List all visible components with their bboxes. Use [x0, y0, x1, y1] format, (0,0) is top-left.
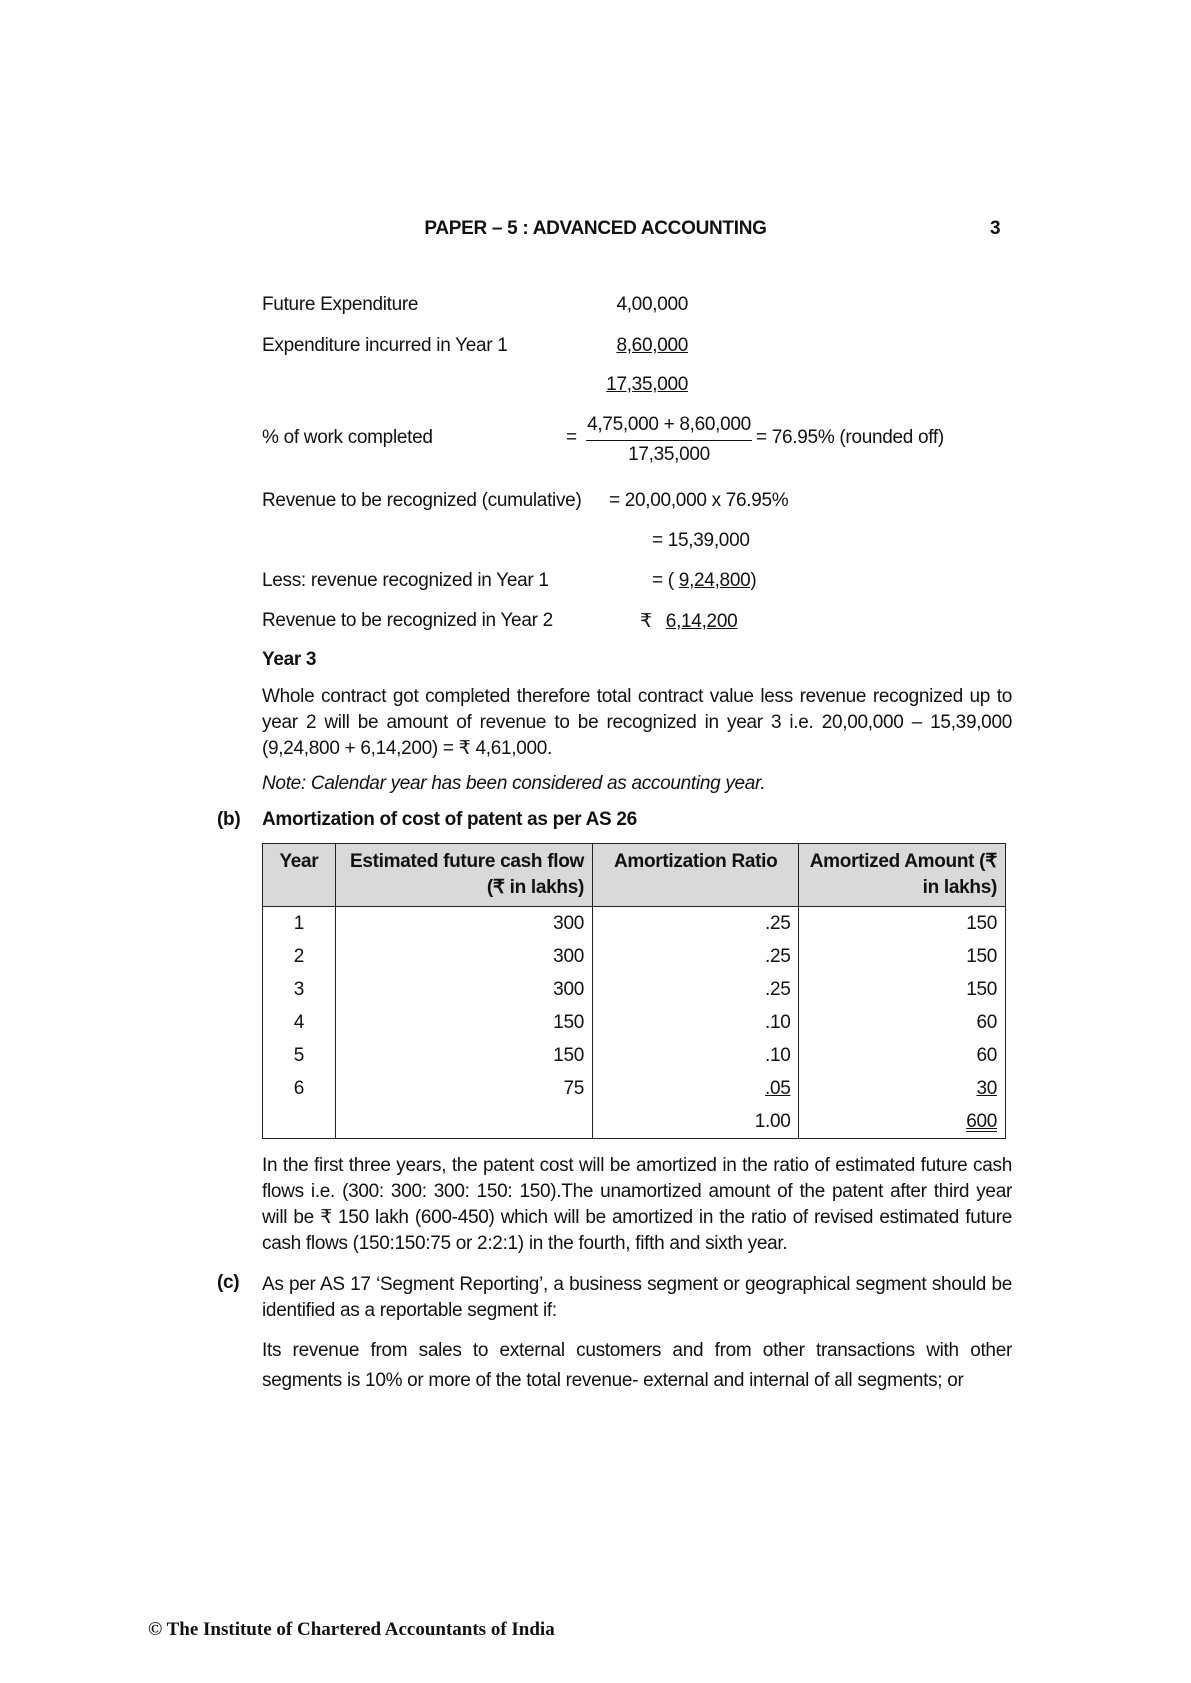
fraction-denominator: 17,35,000 [628, 444, 710, 465]
cell-amount: 60 [799, 1039, 1006, 1072]
fraction-numerator: 4,75,000 + 8,60,000 [587, 414, 751, 435]
footer-copyright: © The Institute of Chartered Accountants of India [148, 1619, 555, 1640]
cell-ratio: .10 [592, 1039, 799, 1072]
cell-ratio: .25 [592, 940, 799, 973]
cell-amount: 150 [799, 940, 1006, 973]
work-completed-equals: = [566, 427, 577, 448]
cell-ratio-wrap [592, 1072, 799, 1105]
less-revenue-year1-value [652, 570, 756, 592]
work-completed-result: = 76.95% (rounded off) [756, 427, 944, 448]
table-row [263, 1072, 1006, 1105]
future-expenditure-label: Future Expenditure [262, 294, 419, 315]
cell-year: 2 [263, 940, 336, 973]
cell-amount-total: 600 [966, 1111, 997, 1132]
year3-paragraph: Whole contract got completed therefore total contract value less revenue recognized up to year 2 will be amount of revenue to be recognized in year 3 i.e. 20,00,000 – 15,39,000 (9,24,800 + 6,14,200) = ₹ 4,61,000. [262, 686, 1012, 759]
revenue-cumulative-label: Revenue to be recognized (cumulative) [262, 490, 582, 511]
cell-cash-flow [335, 1105, 592, 1139]
header-amortized-amount: Amortized Amount (₹ in lakhs) [799, 844, 1006, 907]
cell-ratio: .25 [592, 907, 799, 941]
header-cash-flow: Estimated future cash flow (₹ in lakhs) [335, 844, 592, 907]
cell-ratio-total: 1.00 [592, 1105, 799, 1139]
section-c-paragraph-2: Its revenue from sales to external customers and from other transactions with other segments is 10% or more of the total revenue- external and internal of all segments; or [262, 1340, 1012, 1391]
table-row [263, 940, 1006, 973]
cell-year: 4 [263, 1006, 336, 1039]
cell-year: 3 [263, 973, 336, 1006]
cell-year: 5 [263, 1039, 336, 1072]
less-revenue-year1-label: Less: revenue recognized in Year 1 [262, 570, 549, 591]
expenditure-year1-label: Expenditure incurred in Year 1 [262, 335, 508, 356]
amortization-table [262, 843, 1006, 1139]
section-c-marker: (c) [217, 1272, 240, 1293]
cell-amount: 150 [799, 973, 1006, 1006]
cell-cash-flow: 300 [335, 973, 592, 1006]
cell-cash-flow: 150 [335, 1039, 592, 1072]
cell-amount: 30 [976, 1078, 997, 1099]
section-b-paragraph: In the first three years, the patent cost will be amortized in the ratio of estimated future cash flows i.e. (300: 300: 300: 150: 150).The unamortized amount of the patent after third year will be ₹ 150 lakh (600-450) which will be amortized in the ratio of revised estimated future cash flows (150:150:75 or 2:2:1) in the fourth, fifth and sixth year. [262, 1155, 1012, 1254]
revenue-year2-amount: 6,14,200 [665, 611, 738, 632]
section-b-marker: (b) [217, 809, 241, 830]
cell-amount-wrap [799, 1072, 1006, 1105]
cell-year: 1 [263, 907, 336, 941]
work-completed-label: % of work completed [262, 427, 433, 448]
cell-cash-flow: 150 [335, 1006, 592, 1039]
expenditure-year1-value: 8,60,000 [616, 335, 688, 356]
year3-note: Note: Calendar year has been considered as accounting year. [262, 773, 766, 794]
table-total-row [263, 1105, 1006, 1139]
table-header-row [263, 844, 1006, 907]
page-title: PAPER – 5 : ADVANCED ACCOUNTING [424, 218, 767, 239]
rupee-symbol: ₹ [640, 611, 652, 632]
cell-amount: 60 [799, 1006, 1006, 1039]
revenue-cumulative-formula: = 20,00,000 x 76.95% [609, 490, 789, 511]
cell-cash-flow: 300 [335, 940, 592, 973]
total-expenditure-value: 17,35,000 [606, 374, 688, 395]
section-c-paragraph-1: As per AS 17 ‘Segment Reporting’, a business segment or geographical segment should be identified as a reportable segment if: [262, 1274, 1012, 1321]
cell-amount-total-wrap [799, 1105, 1006, 1139]
table-row [263, 1006, 1006, 1039]
revenue-cumulative-result: = 15,39,000 [652, 530, 750, 551]
revenue-year2-label: Revenue to be recognized in Year 2 [262, 610, 553, 631]
cell-year [263, 1105, 336, 1139]
cell-ratio: .10 [592, 1006, 799, 1039]
cell-ratio: .25 [592, 973, 799, 1006]
cell-ratio: .05 [764, 1078, 791, 1099]
table-row [263, 1039, 1006, 1072]
header-year: Year [263, 844, 336, 907]
future-expenditure-value: 4,00,000 [616, 294, 688, 315]
cell-year: 6 [263, 1072, 336, 1105]
section-b-heading: Amortization of cost of patent as per AS 26 [262, 809, 637, 830]
cell-cash-flow: 300 [335, 907, 592, 941]
less-revenue-prefix: = ( [652, 570, 674, 591]
table-row [263, 973, 1006, 1006]
page-number: 3 [990, 218, 1001, 239]
cell-amount: 150 [799, 907, 1006, 941]
less-revenue-amount: 9,24,800) [678, 570, 757, 591]
header-ratio: Amortization Ratio [592, 844, 799, 907]
table-row [263, 907, 1006, 941]
fraction-line [586, 440, 752, 441]
cell-cash-flow: 75 [335, 1072, 592, 1105]
year3-heading: Year 3 [262, 649, 317, 670]
revenue-year2-value [640, 610, 737, 633]
